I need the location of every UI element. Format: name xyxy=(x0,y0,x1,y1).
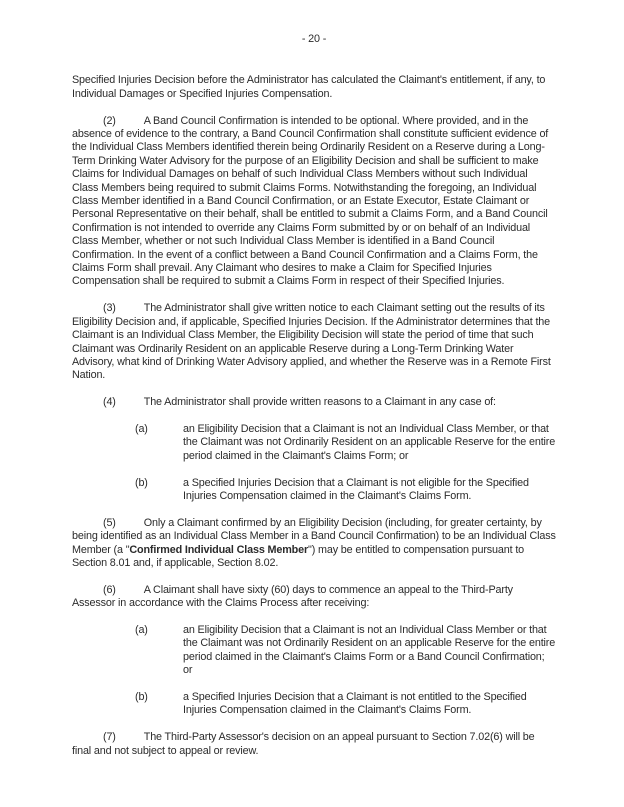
paragraph-marker: (7) xyxy=(103,731,116,744)
paragraph-marker: (2) xyxy=(103,114,116,127)
paragraph-6 xyxy=(72,584,556,611)
sub-paragraph-marker: (a) xyxy=(135,422,148,435)
paragraph-text-after: ") may be entitled to compensation pursuant to Section 8.01 and, if applicable, Section 8.02. xyxy=(72,543,525,569)
sub-paragraph-text: a Specified Injuries Decision that a Claimant is not eligible for the Specified Injuries Compensation claimed in the Claimant's Claims Form. xyxy=(183,476,529,502)
paragraph-5 xyxy=(72,517,556,571)
paragraph-text: The Administrator shall provide written reasons to a Claimant in any case of: xyxy=(143,396,496,409)
sub-paragraph-6a xyxy=(72,624,556,678)
paragraph-marker: (3) xyxy=(103,302,116,315)
sub-paragraph-4b xyxy=(72,477,556,504)
paragraph-marker: (5) xyxy=(103,516,116,529)
sub-paragraph-text: an Eligibility Decision that a Claimant is not an Individual Class Member or that the Claimant was not Ordinarily Resident on an applicable Reserve for the entire period claimed in the Claimant's Claims Form or a Band Council Confirmation; or xyxy=(183,623,556,677)
page-content xyxy=(0,33,624,758)
paragraph-text-before: Only a Claimant confirmed by an Eligibility Decision (including, for greater certainty, by being identified as an Individual Class Member in a Band Council Confirmation) to be an Individual Class Member (a " xyxy=(72,516,556,556)
paragraph-text: A Claimant shall have sixty (60) days to commence an appeal to the Third-Party Assessor in accordance with the Claims Process after receiving: xyxy=(72,583,513,610)
paragraph-text: A Band Council Confirmation is intended to be optional. Where provided, and in the absence of evidence to the contrary, a Band Council Confirmation shall constitute sufficient evidence of the Individual Class Members identified therein being Ordinarily Resident on a Reserve during a Long-Term Drinking Water Advisory for the purpose of an Eligibility Decision and shall be sufficient to make Claims for Individual Damages on behalf of such Individual Class Members without such Individual Class Members being required to submit Claims Forms. Notwithstanding the foregoing, an Individual Class Member identified in a Band Council Confirmation, or an Estate Executor, Estate Claimant or Personal Representative on their behalf, shall be entitled to submit a Claims Form, and a Band Council Confirmation is not intended to override any Claims Form submitted by or on behalf of an Individual Class Member, whether or not such Individual Class Member is identified in a Band Council Confirmation. In the event of a conflict between a Band Council Confirmation and a Claims Form, the Claims Form shall prevail. Any Claimant who desires to make a Claim for Specified Injuries Compensation shall be required to submit a Claims Form in respect of their Specified Injuries. xyxy=(72,114,549,288)
paragraph-text: The Administrator shall give written notice to each Claimant setting out the results of its Eligibility Decision and, if applicable, Specified Injuries Decision. If the Administrator determines that the Claimant is an Individual Class Member, the Eligibility Decision will state the period of time that such Claimant was Ordinarily Resident on an applicable Reserve during a Long-Term Drinking Water Advisory, what kind of Drinking Water Advisory applied, and whether the Reserve was in a Remote First Nation. xyxy=(72,302,551,382)
sub-paragraph-marker: (b) xyxy=(135,476,148,489)
paragraph-7 xyxy=(72,731,556,758)
defined-term: Confirmed Individual Class Member xyxy=(129,543,309,556)
paragraph-4 xyxy=(72,396,556,409)
paragraph-marker: (4) xyxy=(103,396,116,409)
sub-paragraph-marker: (b) xyxy=(135,690,148,703)
paragraph-text: Specified Injuries Decision before the Administrator has calculated the Claimant's entitlement, if any, to Individual Damages or Specified Injuries Compensation. xyxy=(72,74,546,100)
paragraph-3 xyxy=(72,302,556,382)
paragraph-continuation xyxy=(72,74,556,101)
sub-paragraph-4a xyxy=(72,423,556,463)
sub-paragraph-marker: (a) xyxy=(135,623,148,636)
paragraph-text: The Third-Party Assessor's decision on an appeal pursuant to Section 7.02(6) will be final and not subject to appeal or review. xyxy=(72,731,535,757)
sub-paragraph-text: an Eligibility Decision that a Claimant is not an Individual Class Member, or that the Claimant was not Ordinarily Resident on an applicable Reserve for the entire period claimed in the Claimant's Claims Form; or xyxy=(183,422,556,462)
page-number: - 20 - xyxy=(301,33,327,45)
sub-paragraph-text: a Specified Injuries Decision that a Claimant is not entitled to the Specified Injuries Compensation claimed in the Claimant's Claims Form. xyxy=(183,690,527,717)
paragraph-marker: (6) xyxy=(103,583,116,596)
paragraph-2 xyxy=(72,115,556,289)
sub-paragraph-6b xyxy=(72,691,556,718)
